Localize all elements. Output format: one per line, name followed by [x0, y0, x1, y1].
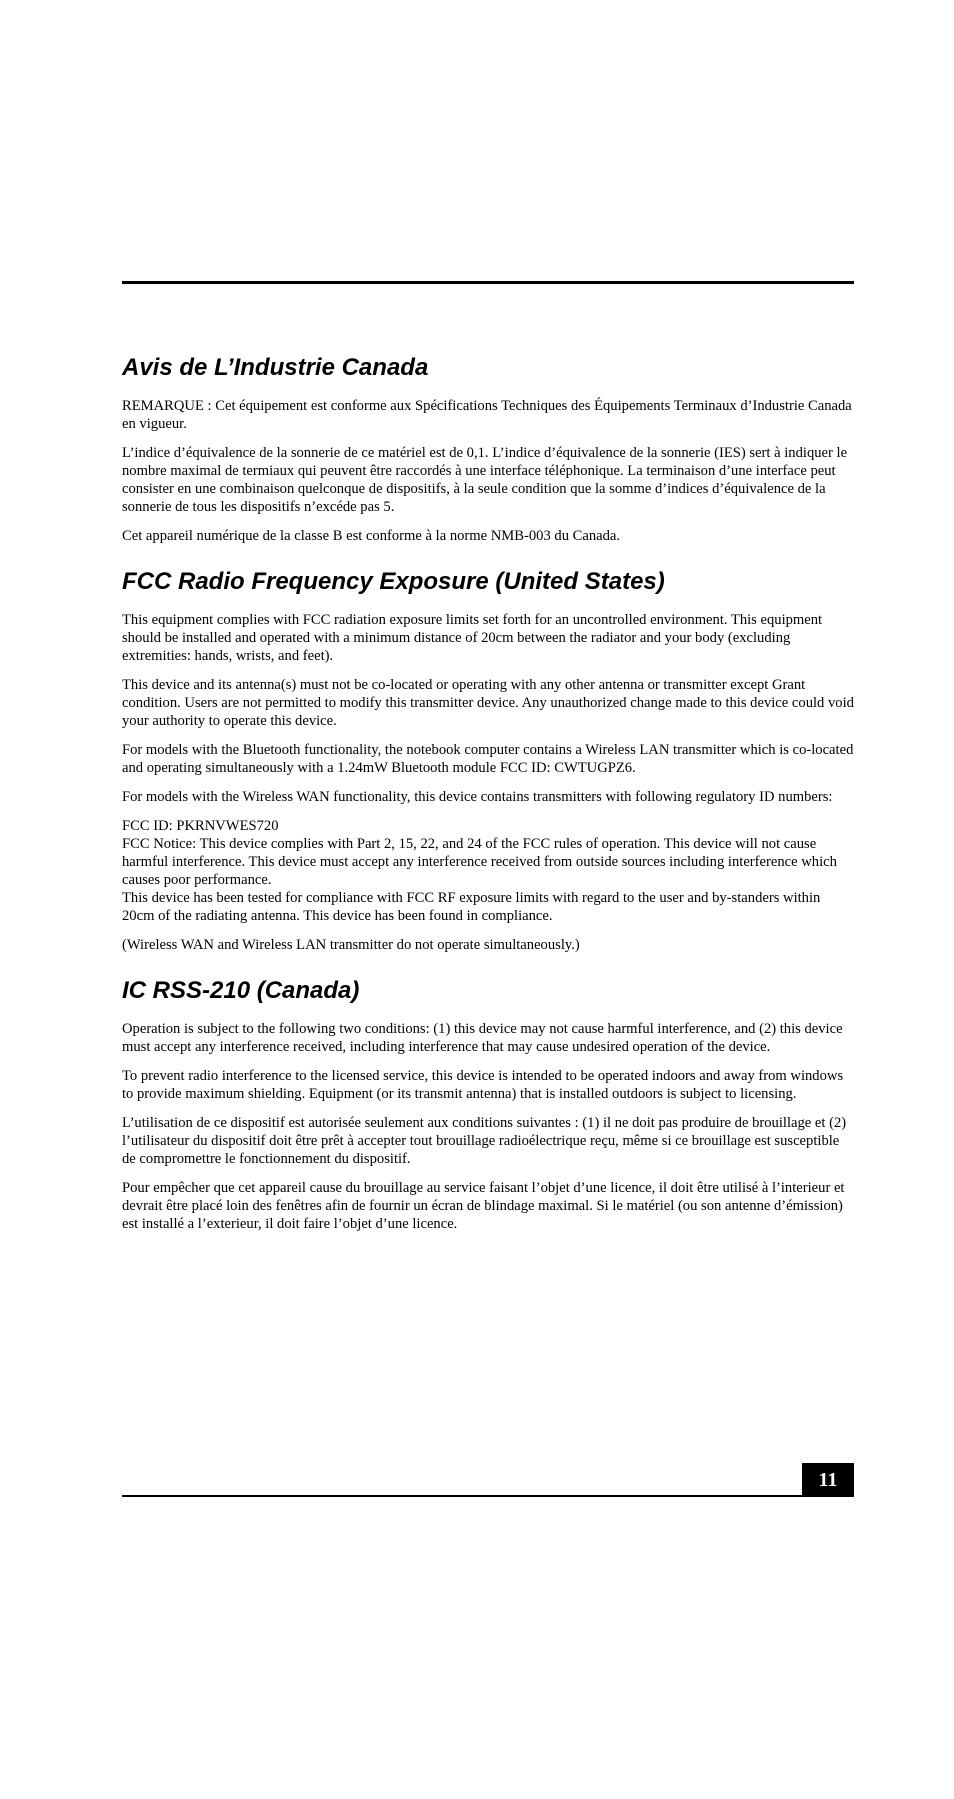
paragraph-fcc-notice: FCC Notice: This device complies with Part 2, 15, 22, and 24 of the FCC rules of operation. This device will not cause harmful interference. This device must accept any interference received from outside sources including interference which causes poor performance. — [122, 836, 837, 888]
section-title-ic-rss-210: IC RSS-210 (Canada) — [122, 977, 360, 1004]
paragraph: This equipment complies with FCC radiation exposure limits set forth for an uncontrolled environment. This equipment should be installed and operated with a minimum distance of 20cm between the radiator and your body (excluding extremities: hands, wrists, and feet). — [122, 612, 823, 664]
paragraph: This device and its antenna(s) must not be co-located or operating with any other antenna or transmitter except Grant condition. Users are not permitted to modify this transmitter device. Any unauthorized change made to this device could void your authority to operate this device. — [122, 677, 854, 729]
paragraph: (Wireless WAN and Wireless LAN transmitter do not operate simultaneously.) — [122, 937, 580, 953]
page-number: 11 — [802, 1463, 854, 1497]
section-title-fcc-rf-exposure: FCC Radio Frequency Exposure (United States) — [122, 568, 665, 595]
footer-rule — [122, 1495, 854, 1497]
paragraph: Cet appareil numérique de la classe B est conforme à la norme NMB-003 du Canada. — [122, 528, 621, 544]
paragraph: Operation is subject to the following two conditions: (1) this device may not cause harmful interference, and (2) this device must accept any interference received, including interference that may cause undesired operation of the device. — [122, 1021, 843, 1055]
section-title-industrie-canada: Avis de L’Industrie Canada — [122, 354, 429, 381]
paragraph: Pour empêcher que cet appareil cause du brouillage au service faisant l’objet d’une licence, il doit être utilisé à l’interieur et devrait être placé loin des fenêtres afin de fournir un écran de blindage maximal. Si le matériel (ou son antenne d’émission) est installé a l’exterieur, il doit faire l’objet d’une licence. — [122, 1180, 845, 1232]
paragraph: L’utilisation de ce dispositif est autorisée seulement aux conditions suivantes : (1) il ne doit pas produire de brouillage et (2) l’utilisateur du dispositif doit être prêt à accepter tout brouillage radioélectrique reçu, même si ce brouillage est susceptible de compromettre le fonctionnement du dispositif. — [122, 1115, 847, 1167]
paragraph: For models with the Bluetooth functionality, the notebook computer contains a Wireless LAN transmitter which is co-located and operating simultaneously with a 1.24mW Bluetooth module FCC ID: CWTUGPZ6. — [122, 742, 854, 776]
document-body — [122, 353, 854, 1244]
header-rule — [122, 281, 854, 284]
paragraph: This device has been tested for compliance with FCC RF exposure limits with regard to the user and by-standers within 20cm of the radiating antenna. This device has been found in compliance. — [122, 890, 821, 924]
paragraph: For models with the Wireless WAN functionality, this device contains transmitters with following regulatory ID numbers: — [122, 789, 833, 805]
paragraph-fcc-id: FCC ID: PKRNVWES720 — [122, 818, 279, 834]
paragraph: L’indice d’équivalence de la sonnerie de ce matériel est de 0,1. L’indice d’équivalence de la sonnerie (IES) sert à indiquer le nombre maximal de termiaux qui peuvent être raccordés à une interface téléphonique. La terminaison d’une interface peut consister en une combinaison quelconque de dispositifs, à la seule condition que la somme d’indices d’équivalence de la sonnerie de tous les dispositifs n’excéde pas 5. — [122, 445, 848, 515]
paragraph: REMARQUE : Cet équipement est conforme aux Spécifications Techniques des Équipements Terminaux d’Industrie Canada en vigueur. — [122, 398, 852, 432]
paragraph: To prevent radio interference to the licensed service, this device is intended to be operated indoors and away from windows to provide maximum shielding. Equipment (or its transmit antenna) that is installed outdoors is subject to licensing. — [122, 1068, 844, 1102]
